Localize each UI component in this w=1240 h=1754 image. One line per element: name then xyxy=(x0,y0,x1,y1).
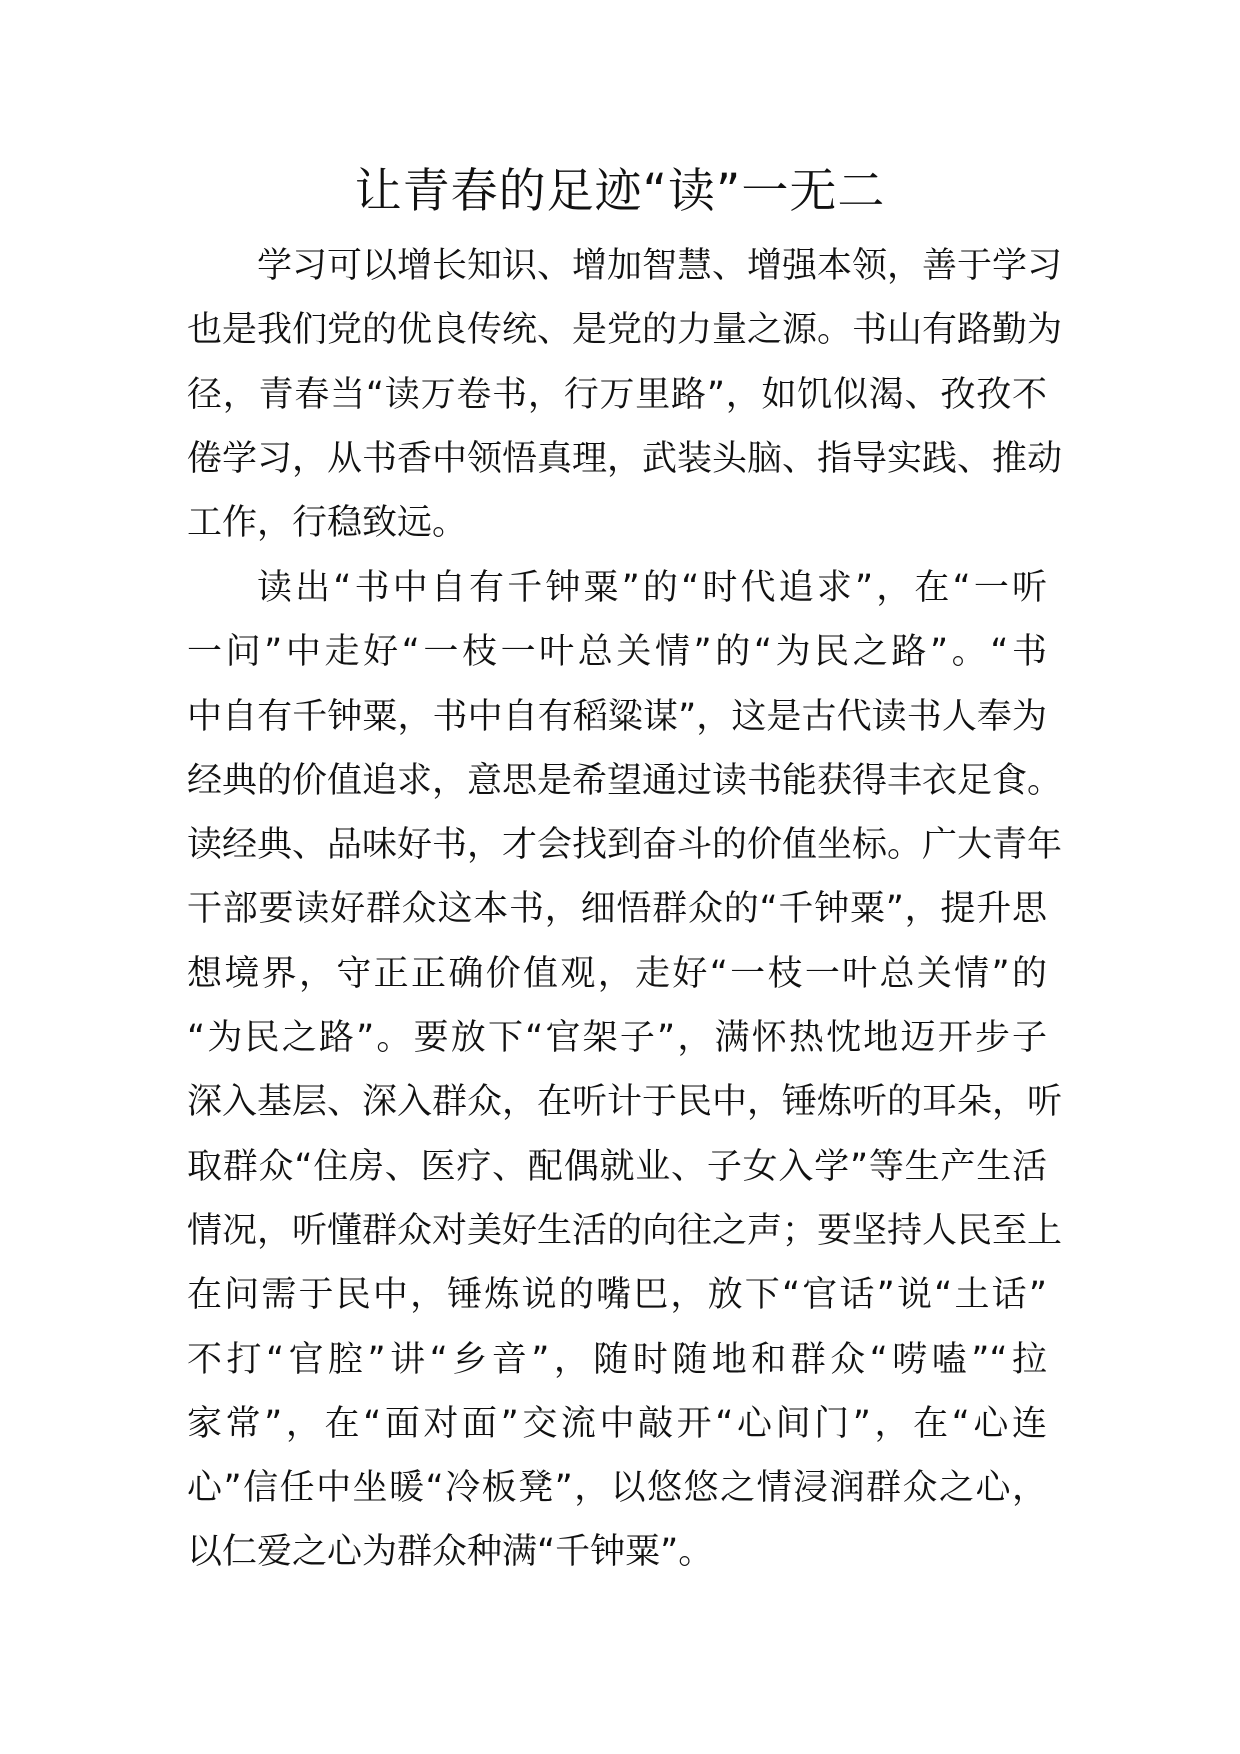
paragraph-line: 工作，行稳致远。 xyxy=(187,503,468,544)
paragraph-line: 取群众“住房、医疗、配偶就业、子女入学”等生产生活 xyxy=(187,1146,1047,1187)
paragraph-line: 学习可以增长知识、增加智慧、增强本领，善于学习 xyxy=(257,246,1063,286)
paragraph-line: 读出“书中自有千钟粟”的“时代追求”，在“一听 xyxy=(257,568,1047,608)
paragraph-line: 心”信任中坐暖“冷板凳”，以悠悠之情浸润群众之心， xyxy=(187,1468,1047,1509)
paragraph-line: 想境界，守正正确价值观，走好“一枝一叶总关情”的 xyxy=(187,953,1047,994)
document-title: 让青春的足迹“读”一无二 xyxy=(354,164,886,219)
paragraph-line: 中自有千钟粟，书中自有稻粱谋”，这是古代读书人奉为 xyxy=(187,696,1047,737)
paragraph-line: 深入基层、深入群众，在听计于民中，锤炼听的耳朵，听 xyxy=(187,1082,1063,1123)
paragraph-line: 在问需于民中，锤炼说的嘴巴，放下“官话”说“土话” xyxy=(187,1275,1047,1316)
paragraph-line: “为民之路”。要放下“官架子”，满怀热忱地迈开步子 xyxy=(187,1018,1047,1059)
paragraph-line: 倦学习，从书香中领悟真理，武装头脑、指导实践、推动 xyxy=(187,438,1063,479)
paragraph-line: 干部要读好群众这本书，细悟群众的“千钟粟”，提升思 xyxy=(187,889,1047,930)
paragraph-line: 一问”中走好“一枝一叶总关情”的“为民之路”。“书 xyxy=(187,632,1047,673)
paragraph-line: 径，青春当“读万卷书，行万里路”，如饥似渴、孜孜不 xyxy=(187,374,1047,415)
paragraph-line: 不打“官腔”讲“乡音”，随时随地和群众“唠嗑”“拉 xyxy=(187,1339,1047,1380)
paragraph-2 xyxy=(187,556,1063,1585)
paragraph-line: 情况，听懂群众对美好生活的向往之声；要坚持人民至上 xyxy=(187,1210,1063,1251)
paragraph-line: 也是我们党的优良传统、是党的力量之源。书山有路勤为 xyxy=(187,310,1063,351)
paragraph-line: 以仁爱之心为群众种满“千钟粟”。 xyxy=(187,1532,714,1573)
paragraph-line: 读经典、品味好书，才会找到奋斗的价值坐标。广大青年 xyxy=(187,825,1063,866)
paragraph-line: 家常”，在“面对面”交流中敲开“心间门”，在“心连 xyxy=(187,1403,1047,1444)
paragraph-line: 经典的价值追求，意思是希望通过读书能获得丰衣足食。 xyxy=(187,760,1063,801)
paragraph-1 xyxy=(187,234,1063,555)
